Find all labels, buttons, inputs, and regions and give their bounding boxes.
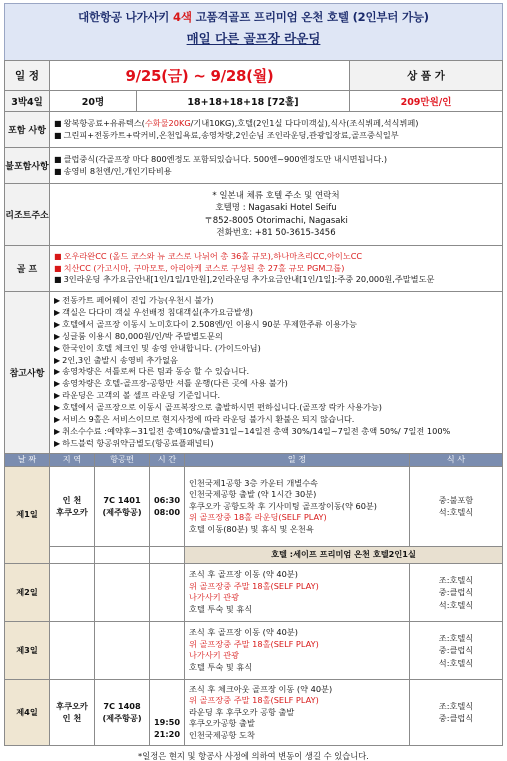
note-item: ▶ 라운딩은 고객의 볼 셀프 라운딩 기준입니다. bbox=[54, 390, 221, 401]
day2-itinerary: 조식 후 골프장 이동 (약 40분) 위 골프장중 주말 18홀(SELF PLAY) 나가사키 관광 호텔 투숙 및 휴식 bbox=[185, 563, 410, 621]
price-label: 상 품 가 bbox=[350, 61, 503, 91]
product-sheet bbox=[4, 3, 503, 761]
day4-itinerary: 조식 후 체크아웃 골프장 이동 (약 40분) 위 골프장중 주말 18홀(SELF PLAY) 라운딩 후 후쿠오카 공항 출발 후쿠오카공항 출발 인천국제공항 도착 bbox=[185, 679, 410, 745]
arrow-icon: ▶ bbox=[54, 367, 61, 377]
includes-content bbox=[50, 112, 503, 148]
footer-note: *일정은 현지 및 항공사 사정에 의하여 변동이 생길 수 있습니다. bbox=[138, 750, 369, 761]
col-meal: 식 사 bbox=[410, 453, 503, 466]
includes-line-1: ■ 왕복항공료+유류텍스(수화물20KG/기내10KG),호텔(2인1실 다다미객실),식사(조식뷔페,석식뷔페) bbox=[54, 118, 419, 128]
bullet-icon: ■ bbox=[54, 263, 62, 273]
includes-label: 포함 사항 bbox=[5, 112, 50, 148]
excludes-line-2: ■ 송영비 8천엔/인,개인기타비용 bbox=[54, 165, 172, 176]
title-suffix: 고품격골프 프리미엄 온천 호텔 (2인부터 가능) bbox=[195, 10, 429, 24]
arrow-icon: ▶ bbox=[54, 331, 61, 341]
note-item: ▶ 취소수수료 :예약후~31일전 총액10%/출발31일~14일전 총액 30%/14일~7일전 총액 50%/ 7일전 100% bbox=[54, 425, 451, 436]
arrow-icon: ▶ bbox=[54, 343, 61, 353]
arrow-icon: ▶ bbox=[54, 403, 61, 413]
date-value: 9/25(금) ~ 9/28(월) bbox=[50, 61, 350, 91]
day4-row bbox=[5, 679, 503, 745]
note-item: ▶ 싱글룸 이용시 80,000원/인/박 주말별도문의 bbox=[54, 330, 223, 341]
note-item: ▶ 호텔에서 골프장 이동시 노미호다이 2.508엔/인 이용시 90분 무제한주류 이용가능 bbox=[54, 318, 357, 329]
day3-row bbox=[5, 621, 503, 679]
bullet-icon: ■ bbox=[54, 166, 62, 176]
title-banner bbox=[4, 3, 503, 61]
resort-label: 리조트주소 bbox=[5, 184, 50, 246]
note-item: ▶ 객실은 다다미 객실 우선배정 침대객실(추가요금발생) bbox=[54, 306, 253, 317]
note-item: ▶ 2인,3인 출발시 송영비 추가없음 bbox=[54, 354, 178, 365]
golf-content bbox=[50, 246, 503, 292]
day3-meal: 조:호텔식 중:클럽식 석:호텔식 bbox=[410, 621, 503, 679]
golf-line-1: ■ 오우라완CC (올드 코스와 뉴 코스로 나뉘어 총 36홀 규모),하나마츠리CC,아이노CC bbox=[54, 251, 363, 262]
page-title bbox=[5, 9, 502, 25]
includes-line-2: ■ 그린피+전동카트+락커비,온천입욕료,송영차량,2인순님 조인라운딩,관광입장료,골프중식일부 bbox=[54, 129, 399, 140]
schedule-table bbox=[4, 453, 503, 746]
golf-line-2: ■ 치산CC (가고시마, 구마모토, 아리아케 코스로 구성된 총 27홀 규모 PGM그룹) bbox=[54, 262, 345, 273]
excludes-line-1: ■ 클럽중식(각골프장 마다 800엔정도 포함되있습니다. 500엔~900엔정도만 내시면됩니다.) bbox=[54, 154, 388, 164]
note-item: ▶ 하드블럭 항공위약금별도(항공료플패널티) bbox=[54, 437, 214, 448]
excludes-content bbox=[50, 148, 503, 184]
day4-label: 제4일 bbox=[5, 679, 50, 745]
arrow-icon: ▶ bbox=[54, 438, 61, 448]
bullet-icon: ■ bbox=[54, 252, 62, 262]
day1-meal: 중:불포함 석:호텔식 bbox=[410, 466, 503, 546]
summary-table bbox=[4, 60, 503, 91]
day4-meal: 조:호텔식 중:클럽식 bbox=[410, 679, 503, 745]
day4-time: 19:50 21:20 bbox=[150, 679, 185, 745]
bullet-icon: ■ bbox=[54, 130, 62, 140]
note-item: ▶ 전동카트 페어웨이 진입 가능(우천시 불가) bbox=[54, 295, 214, 305]
schedule-header-row bbox=[5, 453, 503, 466]
day1-region: 인 천 후쿠오카 bbox=[50, 466, 95, 546]
day1-hotel: 호텔 :세이프 프리미엄 온천 호텔2인1실 bbox=[185, 546, 503, 563]
bullet-icon: ■ bbox=[54, 119, 62, 128]
arrow-icon: ▶ bbox=[54, 319, 61, 329]
note-item: ▶ 호텔에서 골프장으로 이동시 골프복장으로 출발하시면 편하십니다.(골프장 락카 사용가능) bbox=[54, 402, 383, 413]
bullet-icon: ■ bbox=[54, 155, 62, 164]
date-label: 일 정 bbox=[5, 61, 50, 91]
day1-row bbox=[5, 466, 503, 546]
day4-region: 후쿠오카 인 천 bbox=[50, 679, 95, 745]
bullet-icon: ■ bbox=[54, 275, 62, 285]
day1-flight: 7C 1401 (제주항공) bbox=[95, 466, 150, 546]
summary-detail-table bbox=[4, 90, 503, 112]
golf-label: 골 프 bbox=[5, 246, 50, 292]
col-region: 지 역 bbox=[50, 453, 95, 466]
arrow-icon: ▶ bbox=[54, 391, 61, 401]
resort-hotel-name: 호텔명 : Nagasaki Hotel Seifu bbox=[215, 203, 337, 213]
col-flight: 항공편 bbox=[95, 453, 150, 466]
resort-heading: * 일본내 체류 호텔 주소 및 연락처 bbox=[212, 190, 340, 201]
info-table bbox=[4, 111, 503, 454]
day3-label: 제3일 bbox=[5, 621, 50, 679]
note-item: ▶ 한국인이 호텔 체크인 및 송영 안내합니다. (가이드아님) bbox=[54, 342, 261, 353]
excludes-label: 불포함사항 bbox=[5, 148, 50, 184]
note-item: ▶ 송영차량은 셔틀로써 다른 팀과 동승 할 수 있습니다. bbox=[54, 366, 250, 377]
arrow-icon: ▶ bbox=[54, 379, 61, 389]
group-size: 20명 bbox=[50, 91, 137, 112]
arrow-icon: ▶ bbox=[54, 415, 61, 425]
day1-itinerary: 인천국제1공항 3층 카운터 개별수속 인천국제공항 출발 (약 1시간 30분) 후쿠오카 공항도착 후 기사미팅 골프장이동(약 60분) 위 골프장중 18홀 라운딩(SELF PLAY) 호텔 이동(80분) 및 휴식 및 온천욕 bbox=[185, 466, 410, 546]
day4-flight: 7C 1408 (제주항공) bbox=[95, 679, 150, 745]
day1-time: 06:30 08:00 bbox=[150, 466, 185, 546]
resort-phone: 전화번호: +81 50-3615-3456 bbox=[216, 228, 336, 238]
arrow-icon: ▶ bbox=[54, 296, 61, 305]
arrow-icon: ▶ bbox=[54, 307, 61, 317]
price-value: 209만원/인 bbox=[350, 91, 503, 112]
day1-hotel-row bbox=[5, 546, 503, 563]
holes-detail: 18+18+18+18 [72홀] bbox=[137, 91, 350, 112]
col-itinerary: 일 정 bbox=[185, 453, 410, 466]
golf-line-3: ■ 3인라운딩 추가요금안내[1인/1일/1만원],2인라운딩 추가요금안내[1인/1일]:주중 20,000원,주말별도문 bbox=[54, 274, 435, 285]
notes-label: 참고사항 bbox=[5, 292, 50, 454]
notes-content bbox=[50, 292, 503, 454]
day2-label: 제2일 bbox=[5, 563, 50, 621]
col-time: 시 간 bbox=[150, 453, 185, 466]
note-item: ▶ 서비스 9홀은 서비스이므로 현지사정에 따라 라운딩 불가시 환불은 되지 않습니다. bbox=[54, 414, 355, 425]
arrow-icon: ▶ bbox=[54, 426, 61, 436]
day2-row bbox=[5, 563, 503, 621]
page-subtitle: 매일 다른 골프장 라운딩 bbox=[186, 31, 321, 46]
day2-meal: 조:호텔식 중:클럽식 석:호텔식 bbox=[410, 563, 503, 621]
note-item: ▶ 송영차량은 호텔-골프장-공항만 셔틀 운행(다른 곳에 사용 불가) bbox=[54, 378, 288, 389]
arrow-icon: ▶ bbox=[54, 355, 61, 365]
title-highlight: 4색 bbox=[173, 10, 192, 24]
resort-content bbox=[50, 184, 503, 246]
day3-itinerary: 조식 후 골프장 이동 (약 40분) 위 골프장중 주말 18홀(SELF PLAY) 나가사키 관광 호텔 투숙 및 휴식 bbox=[185, 621, 410, 679]
duration: 3박4일 bbox=[5, 91, 50, 112]
day1-label: 제1일 bbox=[5, 466, 50, 563]
title-prefix: 대한항공 나가사키 bbox=[78, 10, 170, 24]
resort-address: 〒852-8005 Otorimachi, Nagasaki bbox=[204, 215, 348, 226]
col-date: 날 짜 bbox=[5, 453, 50, 466]
